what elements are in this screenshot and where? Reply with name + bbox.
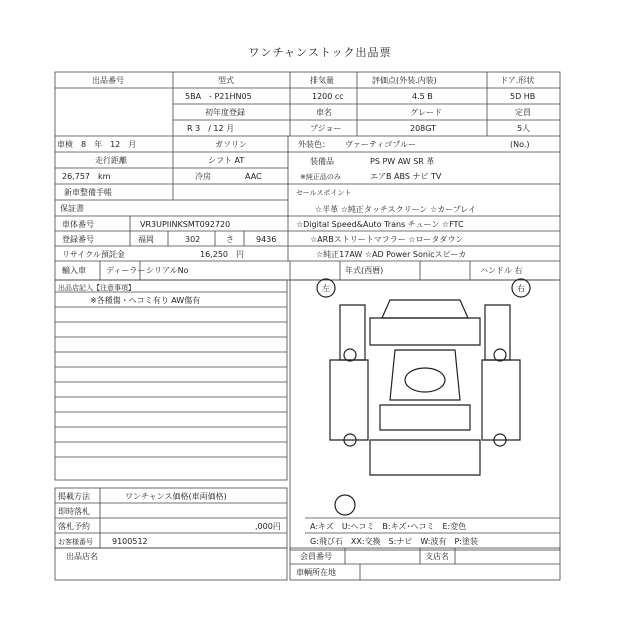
plate-label: 登録番号 <box>62 235 94 244</box>
point-2: ☆Digital Speed&Auto Trans チューン ☆FTC <box>296 220 464 229</box>
equip-sub: ※純正品のみ <box>300 173 341 181</box>
point-3: ☆ARBストリートマフラー ☆ロータダウン <box>310 235 464 244</box>
lot-label: 出品番号 <box>92 76 124 85</box>
newcar-label: 新車整備手帳 <box>64 188 112 197</box>
ac-label: 冷房 <box>195 172 211 181</box>
score-label: 評価点(外装.内装) <box>372 76 437 85</box>
model-value: 5BA - P21HN05 <box>185 92 252 101</box>
vin-value: VR3UPIINKSMT092720 <box>140 220 231 229</box>
displacement-label: 排気量 <box>310 76 334 85</box>
name-label: 車名 <box>316 108 332 117</box>
reg-label: 初年度登録 <box>205 108 245 117</box>
equip-label: 装備品 <box>310 157 334 166</box>
ac-value: AAC <box>245 172 262 181</box>
year-label: 年式(西暦) <box>345 266 384 275</box>
left-label: 左 <box>322 284 330 293</box>
plate-no: 9436 <box>256 235 277 244</box>
door-label: ドア.形状 <box>500 76 535 85</box>
equip-row1: PS PW AW SR 革 <box>370 157 435 166</box>
inspection: 車検 8 年 12 月 <box>57 140 137 149</box>
page-title: ワンチャンストック出品票 <box>248 46 392 59</box>
legend-2: G:飛び石 XX:交換 S:ナビ W:波有 P:塗装 <box>310 537 478 546</box>
legend-1: A:キズ U:ヘコミ B:キズ･ヘコミ E:変色 <box>310 522 467 531</box>
instant-label: 即時落札 <box>58 507 90 516</box>
plate-place: 福岡 <box>138 235 154 244</box>
capacity-value: 5人 <box>517 124 531 133</box>
model-label: 型式 <box>218 76 234 85</box>
equip-row2: エアB ABS ナビ TV <box>370 172 442 181</box>
right-label: 右 <box>517 284 525 293</box>
member-label: お客様番号 <box>58 538 93 546</box>
name-value: プジョー <box>310 124 342 133</box>
member-value: 9100512 <box>112 537 148 546</box>
notes-line-1: ※各種傷・ヘコミ有り AW傷有 <box>90 296 201 305</box>
dealer: ディーラー <box>106 266 146 275</box>
store-label: 出品店名 <box>66 552 98 561</box>
branch-label: 支店名 <box>425 552 449 561</box>
plate-kana: さ <box>226 235 234 244</box>
color-no: (No.) <box>510 140 530 149</box>
grade-value: 208GT <box>410 124 437 133</box>
serial-label: シリアルNo <box>146 266 189 275</box>
recycle-label: リサイクル預託金 <box>62 250 125 259</box>
notes-label: 出品店記入【注意事項】 <box>58 284 135 292</box>
reserve-value: ,000円 <box>255 522 281 531</box>
door-value: 5D HB <box>510 92 536 101</box>
point-1: ☆半革 ☆純正タッチスクリーン ☆カープレイ <box>315 205 476 214</box>
shift-label: シフト AT <box>208 156 245 165</box>
color-value: ヴァーティゴブルー <box>345 140 416 149</box>
mileage-label: 走行距離 <box>95 156 127 165</box>
point-4: ☆純正17AW ☆AD Power Sonicスピーカ <box>316 250 467 259</box>
import-label: 輸入車 <box>62 266 86 275</box>
warranty-label: 保証書 <box>60 204 84 213</box>
plate-num: 302 <box>185 235 201 244</box>
score-value: 4.5 B <box>412 92 433 101</box>
meeting-label: 会員番号 <box>300 552 332 561</box>
method-label: 掲載方法 <box>58 492 90 501</box>
reg-value: R 3 / 12 月 <box>187 124 235 133</box>
reserve-label: 落札予約 <box>58 522 90 531</box>
fuel: ガソリン <box>215 140 247 149</box>
recycle-value: 16,250 円 <box>200 250 244 259</box>
points-label: セールスポイント <box>296 189 352 197</box>
car-diagram <box>317 279 530 515</box>
location-label: 車輌所在地 <box>296 568 336 577</box>
vin-label: 車体番号 <box>62 220 94 229</box>
capacity-label: 定員 <box>515 108 531 117</box>
handle-label: ハンドル 右 <box>480 266 523 275</box>
displacement-value: 1200 cc <box>312 92 344 101</box>
color-label: 外装色： <box>298 140 330 149</box>
grade-label: グレード <box>410 108 442 117</box>
method-value: ワンチャンス価格(車両価格) <box>125 492 227 501</box>
mileage-value: 26,757 km <box>62 172 111 181</box>
